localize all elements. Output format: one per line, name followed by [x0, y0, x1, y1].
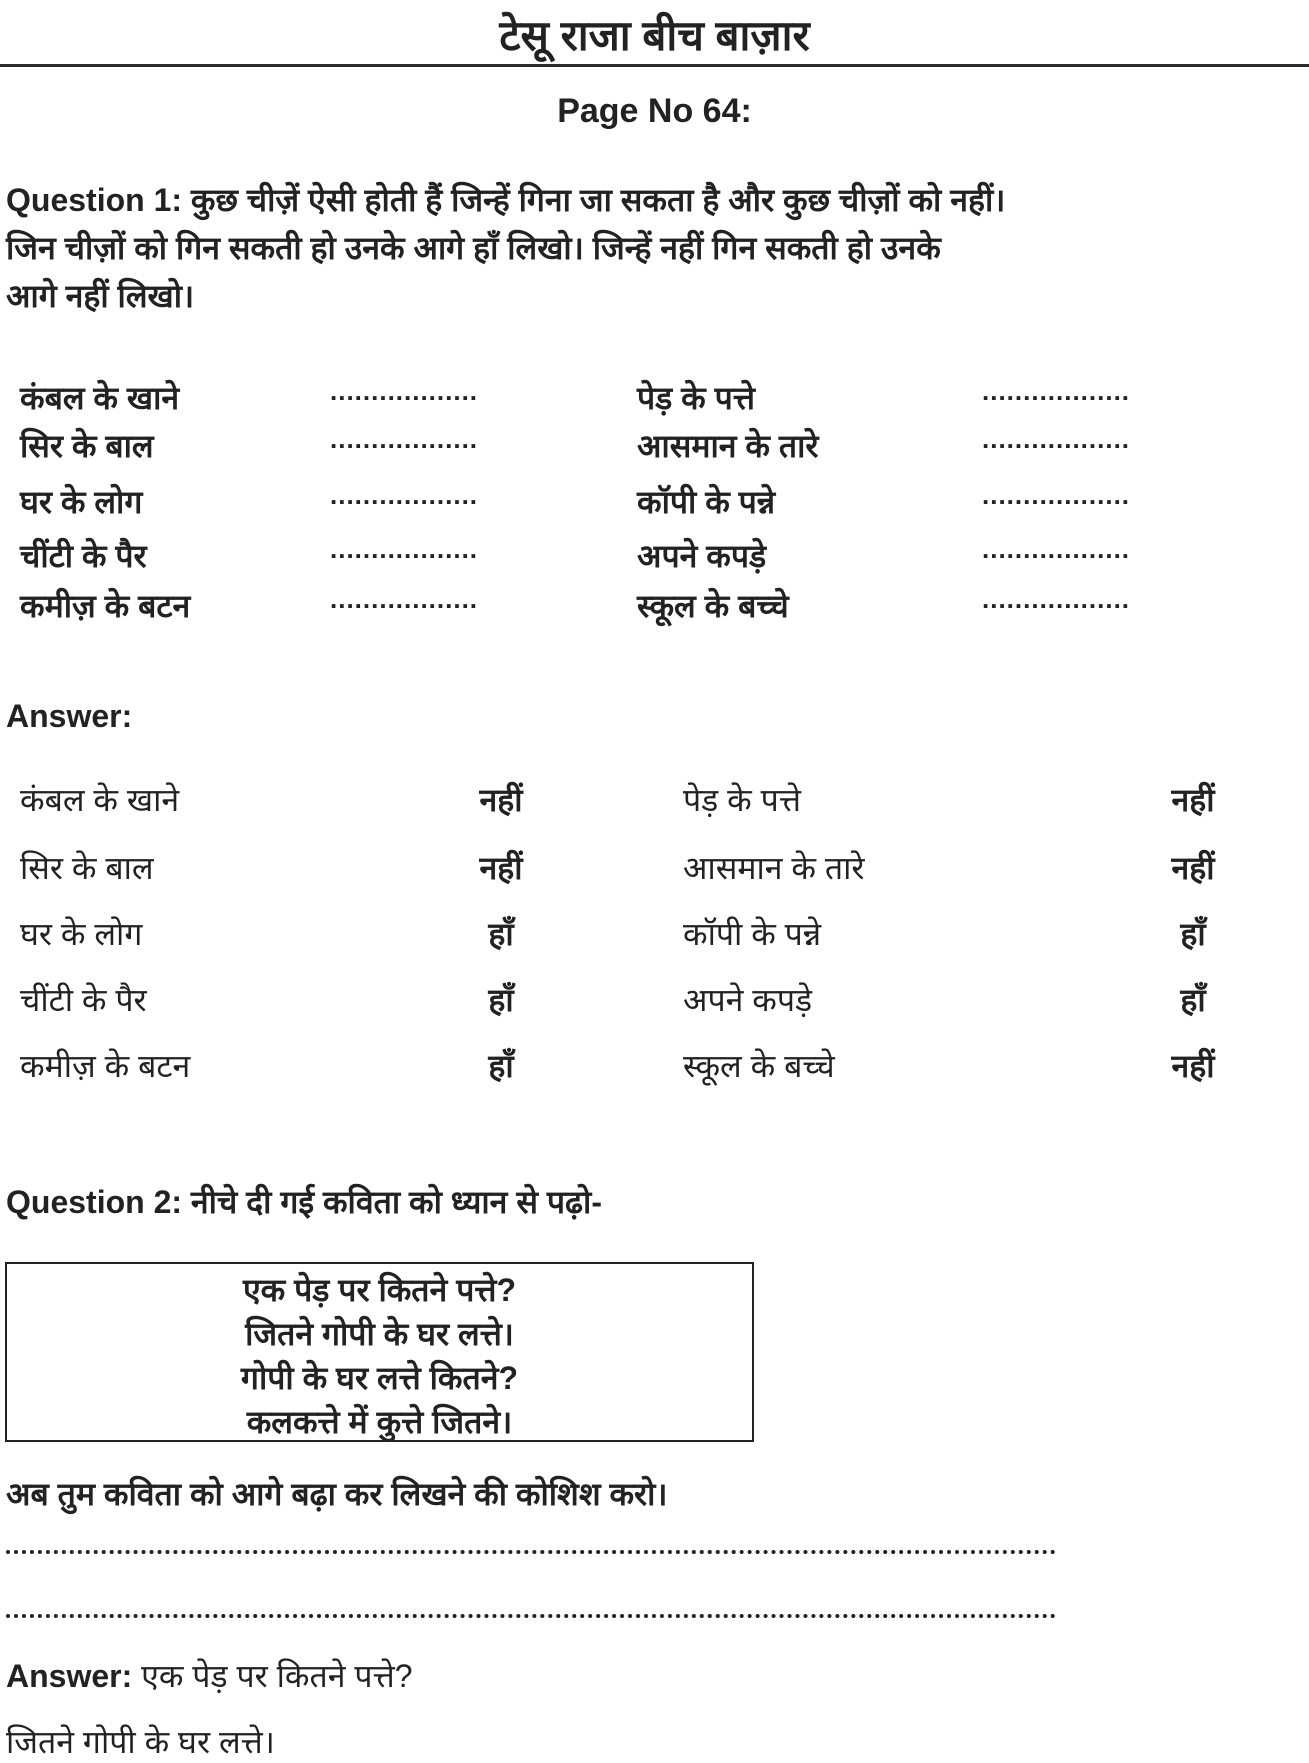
answer-item-label: पेड़ के पत्ते [683, 782, 801, 818]
item-label: कंबल के खाने [20, 380, 180, 416]
answer-blank: .................. [330, 424, 479, 454]
answer-blank: .................. [982, 424, 1131, 454]
answer-item-label: कंबल के खाने [20, 782, 180, 818]
answer-blank: .................. [982, 376, 1131, 406]
item-label: आसमान के तारे [637, 428, 819, 464]
answer-value: नहीं [479, 782, 523, 818]
answer-blank: .................. [982, 584, 1131, 614]
answer-blank: .................. [982, 534, 1131, 564]
question-1-text: आगे नहीं लिखो। [6, 278, 195, 314]
item-label: कॉपी के पन्ने [637, 484, 776, 520]
answer-1-label: Answer: [6, 698, 133, 734]
question-2 [6, 1178, 602, 1226]
poem-box [5, 1262, 754, 1442]
answer-item-label: आसमान के तारे [683, 850, 865, 886]
page-title: टेसू राजा बीच बाज़ार [499, 12, 810, 59]
answer-item-label: कमीज़ के बटन [20, 1048, 191, 1084]
title-divider [0, 64, 1309, 67]
item-label: पेड़ के पत्ते [637, 380, 755, 416]
answer-2-label: Answer: [6, 1658, 133, 1694]
poem-line: जितने गोपी के घर लत्ते। [245, 1316, 514, 1352]
question-1-label: Question 1: [6, 182, 183, 218]
poem-line: कलकत्ते में कुत्ते जितने। [246, 1404, 513, 1440]
answer-value: हाँ [488, 1048, 514, 1084]
answer-blank: .................. [330, 376, 479, 406]
item-label: अपने कपड़े [637, 538, 767, 574]
answer-value: नहीं [1171, 782, 1215, 818]
poem-line: एक पेड़ पर कितने पत्ते? [242, 1272, 517, 1308]
question-2-label: Question 2: [6, 1184, 183, 1220]
question-1-text: जिन चीज़ों को गिन सकती हो उनके आगे हाँ लिखो। जिन्हें नहीं गिन सकती हो उनके [6, 230, 941, 266]
page-number: Page No 64: [557, 92, 752, 130]
question-2-text: नीचे दी गई कविता को ध्यान से पढ़ो- [190, 1184, 602, 1220]
item-label: कमीज़ के बटन [20, 588, 191, 624]
answer-value: नहीं [1171, 850, 1215, 886]
answer-value: नहीं [479, 850, 523, 886]
answer-item-label: घर के लोग [20, 916, 143, 952]
answer-2-line: जितने गोपी के घर लत्ते। [6, 1724, 275, 1760]
answer-value: हाँ [1180, 982, 1206, 1018]
answer-item-label: अपने कपड़े [683, 982, 813, 1018]
question-1 [6, 176, 1306, 320]
item-label: स्कूल के बच्चे [637, 588, 789, 624]
item-label: सिर के बाल [20, 428, 154, 464]
answer-blank: .................. [330, 584, 479, 614]
answer-item-label: सिर के बाल [20, 850, 154, 886]
answer-item-label: चींटी के पैर [20, 982, 147, 1018]
item-label: घर के लोग [20, 484, 143, 520]
answer-blank: .................. [982, 480, 1131, 510]
answer-value: हाँ [488, 916, 514, 952]
answer-2-line: एक पेड़ पर कितने पत्ते? [141, 1658, 413, 1694]
answer-2 [6, 1652, 413, 1700]
answer-blank: .................. [330, 480, 479, 510]
answer-item-label: कॉपी के पन्ने [683, 916, 822, 952]
answer-value: हाँ [488, 982, 514, 1018]
answer-blank: .................. [330, 534, 479, 564]
answer-value: नहीं [1171, 1048, 1215, 1084]
question-2-instruction: अब तुम कविता को आगे बढ़ा कर लिखने की कोशिश करो। [6, 1476, 668, 1512]
item-label: चींटी के पैर [20, 538, 147, 574]
poem-line: गोपी के घर लत्ते कितने? [240, 1360, 519, 1396]
writing-line [6, 1614, 1056, 1618]
question-1-text: कुछ चीज़ें ऐसी होती हैं जिन्हें गिना जा सकता है और कुछ चीज़ों को नहीं। [190, 182, 1006, 218]
answer-value: हाँ [1180, 916, 1206, 952]
answer-item-label: स्कूल के बच्चे [683, 1048, 835, 1084]
writing-line [6, 1550, 1056, 1554]
